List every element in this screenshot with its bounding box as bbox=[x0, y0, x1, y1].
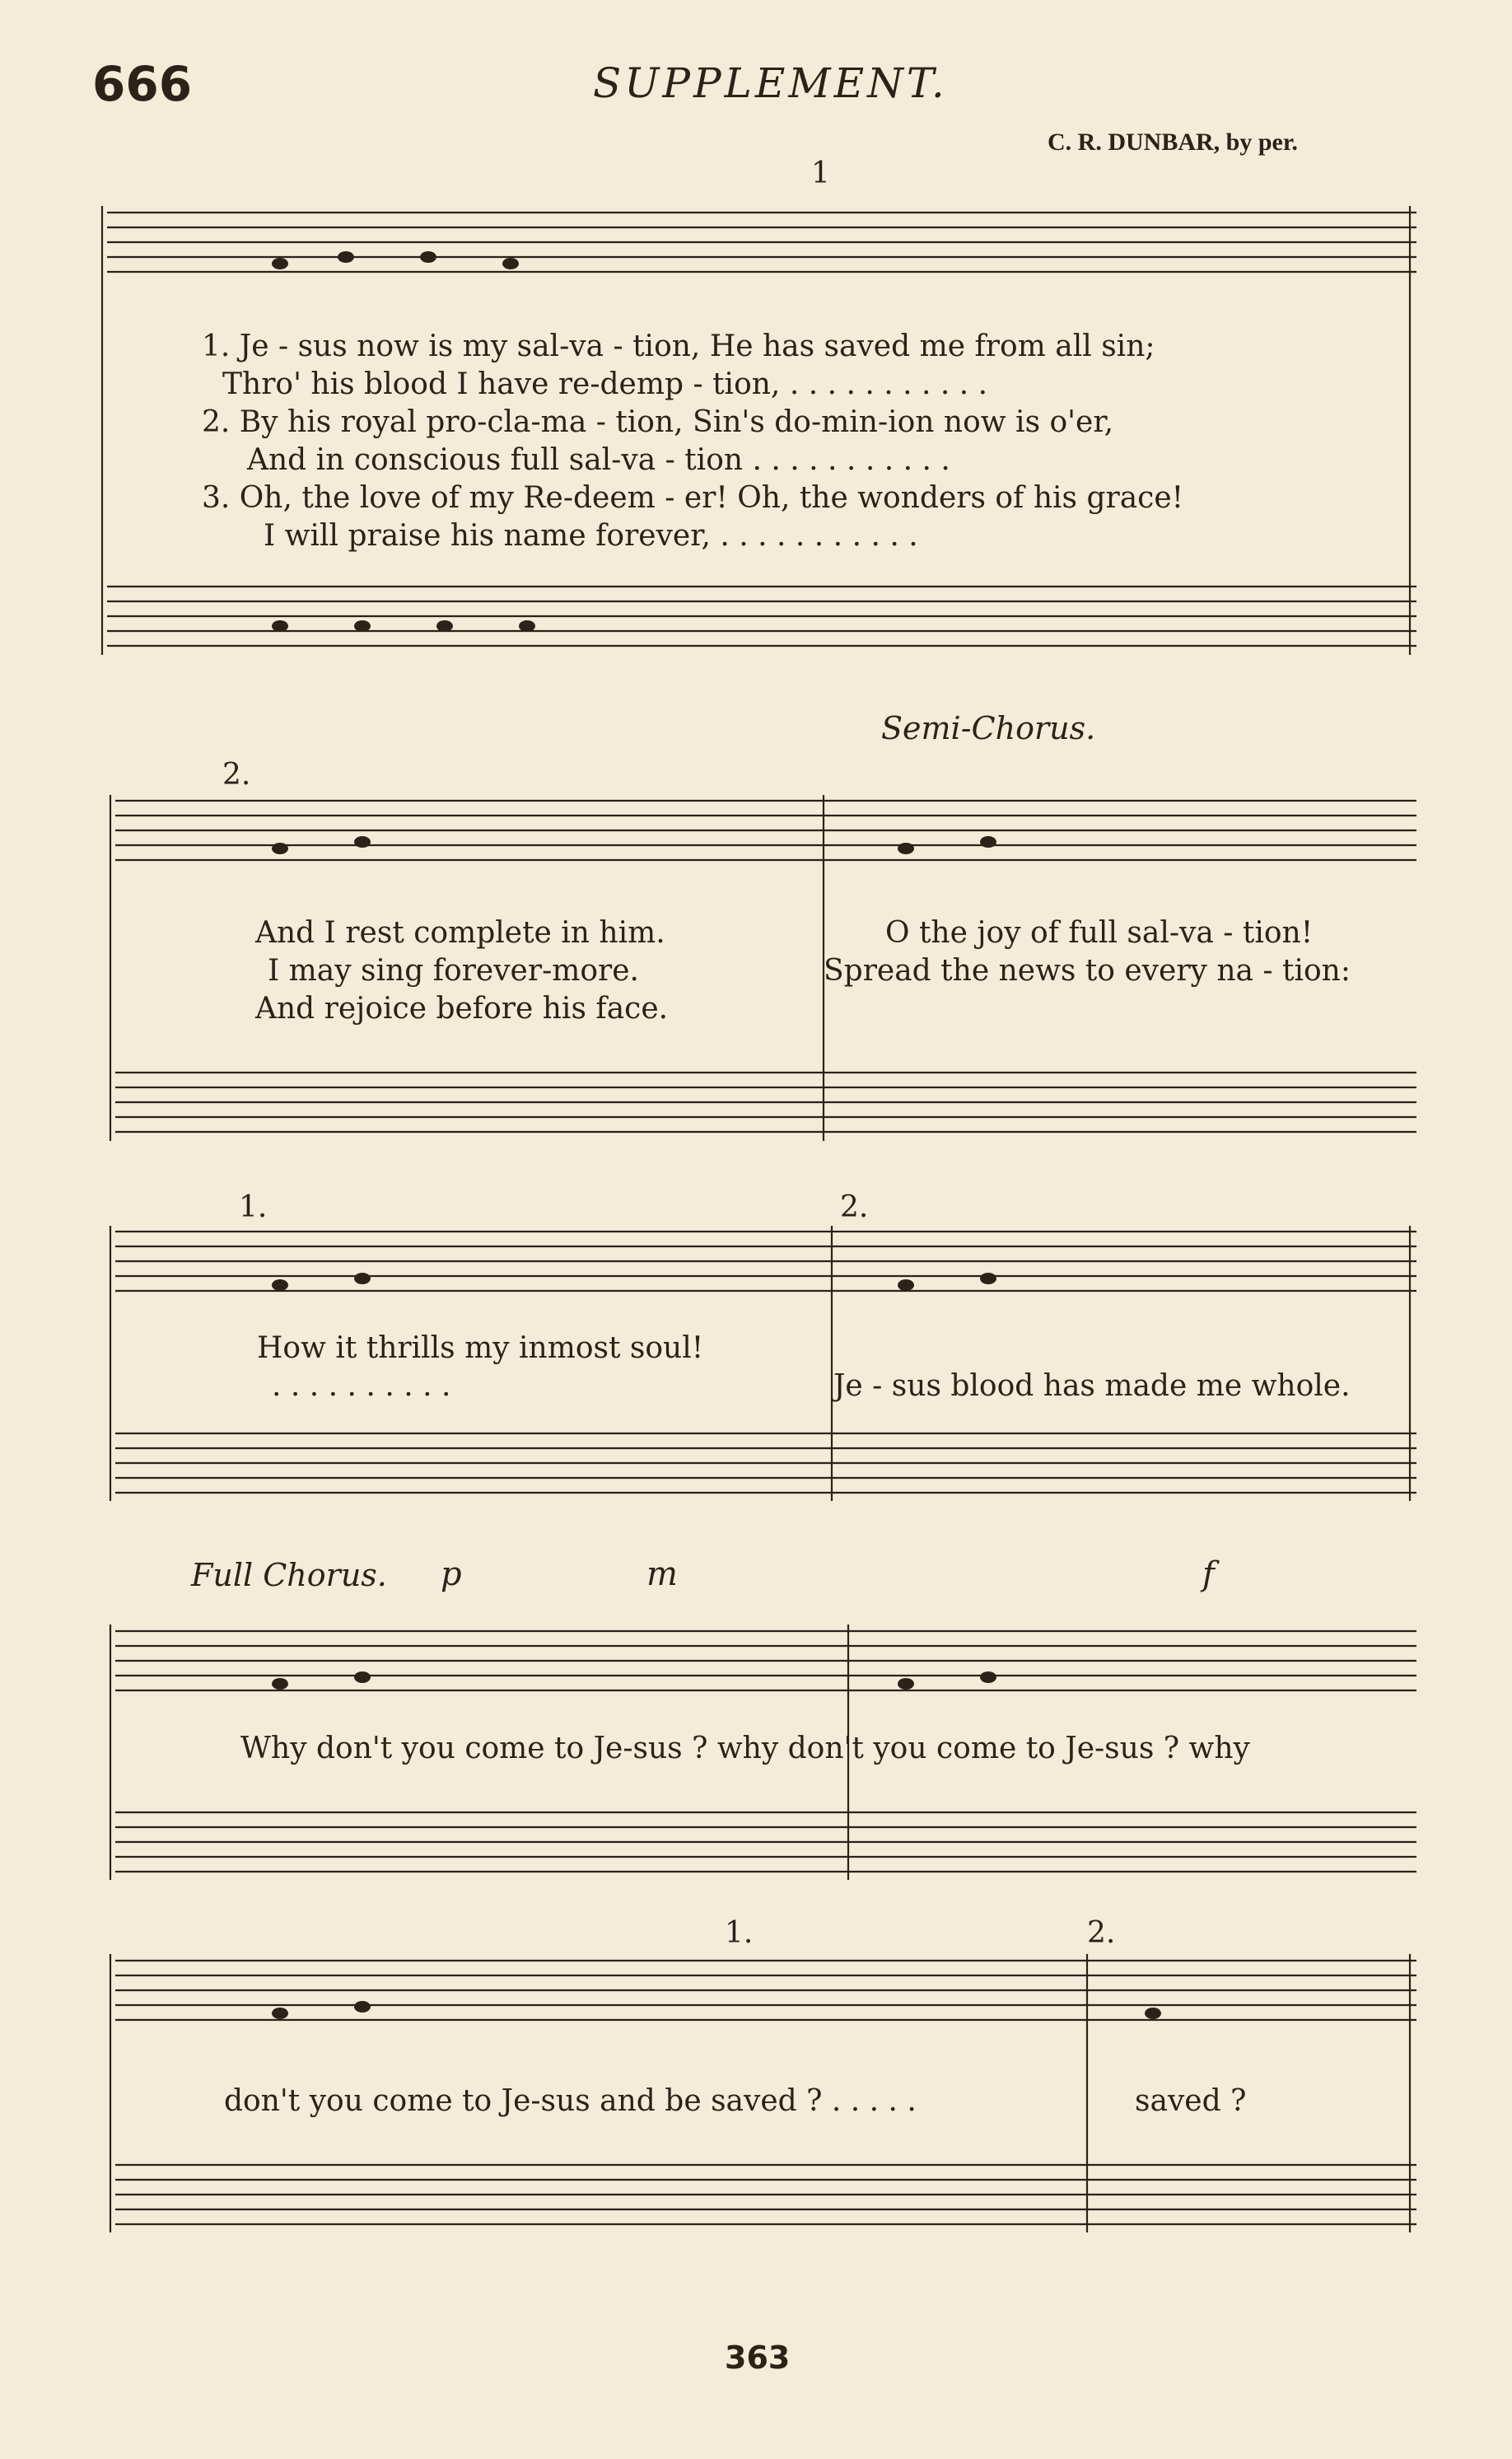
ending-1b-marker: 1. bbox=[239, 1190, 268, 1224]
lyric-line: And rejoice before his face. bbox=[255, 992, 669, 1026]
ending-2b-marker: 2. bbox=[840, 1190, 869, 1224]
dynamic-forte: f bbox=[1202, 1555, 1215, 1593]
dynamic-piano: p bbox=[441, 1555, 462, 1593]
lyric-line: And in conscious full sal-va - tion . . . . . . . . . . . bbox=[247, 443, 950, 477]
lyric-line: 3. Oh, the love of my Re-deem - er! Oh, the wonders of his grace! bbox=[202, 481, 1184, 515]
lyric-line: . . . . . . . . . . bbox=[272, 1369, 451, 1403]
staff-system2-bass bbox=[115, 1073, 1416, 1132]
composer-credit: C. R. DUNBAR, by per. bbox=[1048, 129, 1298, 156]
lyric-line: 2. By his royal pro-cla-ma - tion, Sin's do-min-ion now is o'er, bbox=[202, 405, 1114, 439]
staff-system2-treble bbox=[115, 801, 1416, 860]
staff-system1-bass bbox=[107, 587, 1416, 646]
lyric-line: How it thrills my inmost soul! bbox=[257, 1331, 704, 1365]
lyric-line: O the joy of full sal-va - tion! bbox=[885, 916, 1314, 950]
staff-system4-bass bbox=[115, 1812, 1416, 1872]
lyric-line: And I rest complete in him. bbox=[255, 916, 665, 950]
section-title: SUPPLEMENT. bbox=[593, 59, 948, 107]
full-chorus-label: Full Chorus. bbox=[191, 1557, 387, 1593]
lyric-line: Je - sus blood has made me whole. bbox=[833, 1369, 1351, 1403]
lyric-line: Why don't you come to Je-sus ? why don't you come to Je-sus ? why bbox=[240, 1732, 1250, 1765]
ending-2-marker: 2. bbox=[222, 758, 251, 792]
semi-chorus-label: Semi-Chorus. bbox=[881, 710, 1096, 746]
lyric-line: saved ? bbox=[1135, 2084, 1247, 2118]
ending-1-marker: 1 bbox=[811, 157, 830, 190]
staff-system3-bass bbox=[115, 1433, 1416, 1493]
lyric-line: I may sing forever-more. bbox=[268, 954, 640, 988]
ending-2c-marker: 2. bbox=[1087, 1916, 1116, 1950]
ending-1c-marker: 1. bbox=[725, 1916, 754, 1950]
lyric-line: don't you come to Je-sus and be saved ? . . . . . bbox=[224, 2084, 917, 2118]
page-number: 363 bbox=[725, 2340, 791, 2376]
lyric-line: I will praise his name forever, . . . . . . . . . . . bbox=[264, 519, 918, 553]
staff-system5-bass bbox=[115, 2165, 1416, 2224]
staff-system3-treble bbox=[115, 1232, 1416, 1291]
staff-system4-treble bbox=[115, 1631, 1416, 1690]
lyric-line: Spread the news to every na - tion: bbox=[824, 954, 1351, 988]
lyric-line: Thro' his blood I have re-demp - tion, . . . . . . . . . . . bbox=[222, 367, 988, 401]
staff-system5-treble bbox=[115, 1961, 1416, 2020]
hymn-number: 666 bbox=[92, 56, 193, 112]
lyric-line: 1. Je - sus now is my sal-va - tion, He has saved me from all sin; bbox=[202, 330, 1155, 363]
staff-system1-treble bbox=[107, 213, 1416, 272]
dynamic-mezzo: m bbox=[646, 1555, 678, 1593]
